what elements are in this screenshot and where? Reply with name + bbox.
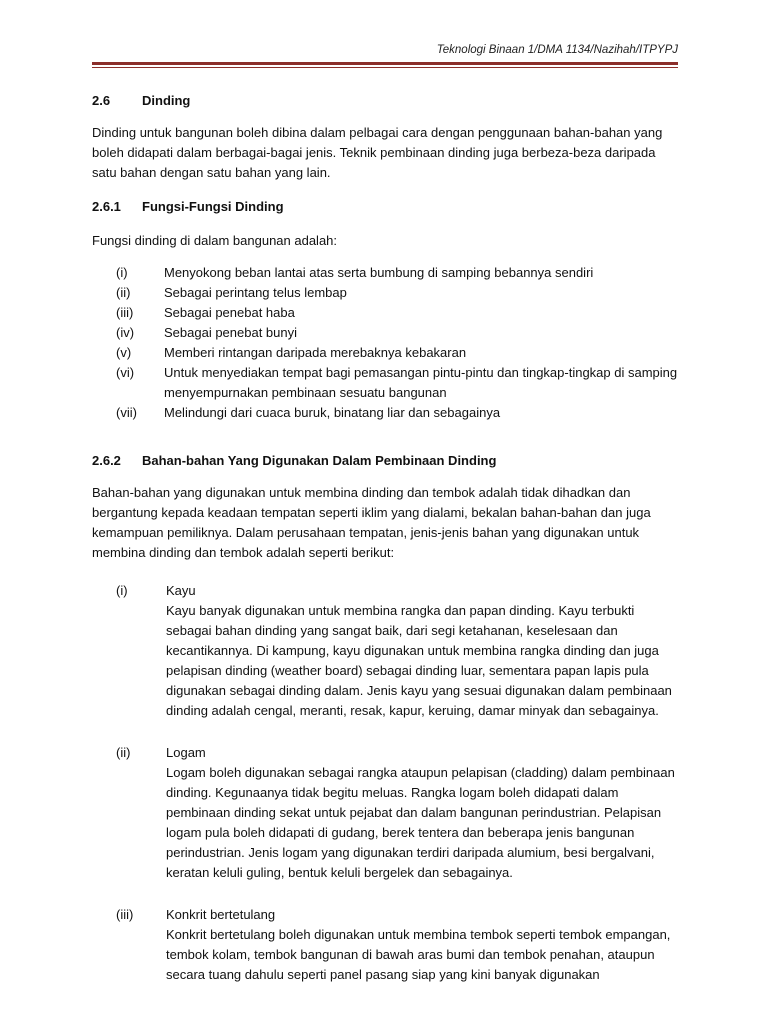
section-intro: Bahan-bahan yang digunakan untuk membina dinding dan tembok adalah tidak dihadkan dan bergantung kepada keadaan tempatan seperti iklim yang dialami, bekalan bahan-bahan dan juga kemampuan pemiliknya. Dalam perusahaan tempatan, jenis-jenis bahan yang digunakan untuk membina dinding dan tembok adalah seperti berikut: — [92, 485, 651, 560]
material-item — [92, 905, 682, 985]
section-number: 2.6 — [92, 93, 111, 108]
list-item — [92, 263, 682, 283]
list-marker: (v) — [116, 345, 132, 360]
list-text: Melindungi dari cuaca buruk, binatang liar dan sebagainya — [164, 405, 501, 420]
section-intro: Dinding untuk bangunan boleh dibina dalam pelbagai cara dengan penggunaan bahan-bahan yang boleh didapati dalam berbagai-bagai jenis. Teknik pembinaan dinding juga berbeza-beza daripada satu bahan dengan satu bahan yang lain. — [92, 125, 663, 180]
section-lead: Fungsi dinding di dalam bangunan adalah: — [92, 233, 338, 248]
list-text: Sebagai penebat bunyi — [164, 325, 298, 340]
list-marker: (iv) — [116, 325, 135, 340]
material-text: Logam boleh digunakan sebagai rangka ataupun pelapisan (cladding) dalam pembinaan dinding. Kegunaanya tidak begitu meluas. Rangka logam boleh didapati dalam pembinaan dinding sekat untuk pejabat dan dalam bangunan perindustrian. Pelapisan logam pula boleh didapati di gudang, berek tentera dan beberapa jenis bangunan perindustrian. Jenis logam yang digunakan terdiri daripada alumium, besi bergalvani, keratan keluli guling, bentuk keluli bergelek dan sebagainya. — [166, 765, 675, 880]
material-name: Kayu — [166, 583, 196, 598]
list-text: Sebagai perintang telus lembap — [164, 285, 347, 300]
material-body — [166, 743, 682, 883]
list-marker: (vi) — [116, 365, 135, 380]
section-number: 2.6.2 — [92, 453, 121, 468]
list-marker: (iii) — [116, 305, 134, 320]
materials-list — [92, 581, 682, 985]
material-item — [92, 581, 682, 721]
list-marker: (iii) — [116, 907, 134, 922]
list-text: Sebagai penebat haba — [164, 305, 295, 320]
section-title: Bahan-bahan Yang Digunakan Dalam Pembinaan Dinding — [142, 453, 497, 468]
document-content — [92, 91, 682, 985]
list-text: Memberi rintangan daripada merebaknya kebakaran — [164, 345, 467, 360]
material-body — [166, 581, 682, 721]
list-item — [92, 403, 682, 423]
list-item — [92, 363, 682, 403]
list-text: Untuk menyediakan tempat bagi pemasangan pintu-pintu dan tingkap-tingkap di samping menyempurnakan pembinaan sesuatu bangunan — [164, 365, 678, 400]
list-text: Menyokong beban lantai atas serta bumbung di samping bebannya sendiri — [164, 265, 594, 280]
functions-list — [92, 263, 682, 423]
page-header: Teknologi Binaan 1/DMA 1134/Nazihah/ITPYPJ — [436, 44, 678, 56]
list-marker: (i) — [116, 583, 128, 598]
list-item — [92, 303, 682, 323]
section-number: 2.6.1 — [92, 199, 121, 214]
list-item — [92, 343, 682, 363]
material-name: Konkrit bertetulang — [166, 907, 276, 922]
material-body — [166, 905, 682, 985]
list-marker: (vii) — [116, 405, 137, 420]
material-text: Kayu banyak digunakan untuk membina rangka dan papan dinding. Kayu terbukti sebagai bahan dinding yang sangat baik, dari segi ketahanan, keselesaan dan kecantikannya. Di kampung, kayu digunakan untuk membina rangka dinding dan juga pelapisan dinding (weather board) sebagai dinding luar, sementara papan lapis pula digunakan sebagai dinding dalam. Jenis kayu yang sesuai digunakan dalam pembinaan dinding adalah cengal, meranti, resak, kapur, keruing, damar minyak dan sebagainya. — [166, 603, 672, 718]
list-marker: (ii) — [116, 745, 131, 760]
list-marker: (i) — [116, 265, 128, 280]
section-heading-2-6 — [92, 91, 682, 111]
section-title: Fungsi-Fungsi Dinding — [142, 199, 284, 214]
material-name: Logam — [166, 745, 206, 760]
header-rule-thin — [92, 67, 678, 68]
section-title: Dinding — [142, 93, 191, 108]
material-text: Konkrit bertetulang boleh digunakan untuk membina tembok seperti tembok empangan, tembok kolam, tembok bangunan di bawah aras bumi dan tembok penahan, ataupun secara tuang dahulu seperti panel pasang siap yang kini banyak digunakan — [166, 927, 671, 982]
section-heading-2-6-2 — [92, 451, 682, 471]
list-marker: (ii) — [116, 285, 131, 300]
material-item — [92, 743, 682, 883]
list-item — [92, 323, 682, 343]
list-item — [92, 283, 682, 303]
header-rule — [92, 62, 678, 65]
section-heading-2-6-1 — [92, 197, 682, 217]
